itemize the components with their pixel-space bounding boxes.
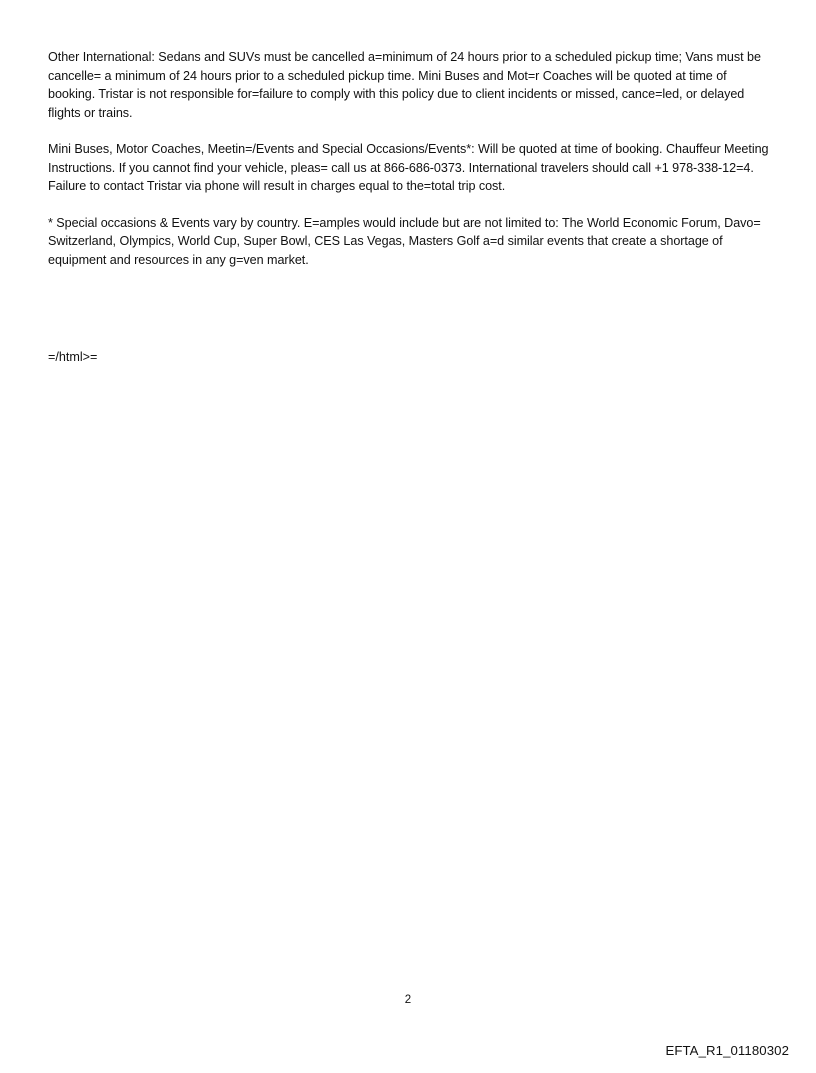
html-closing-tag-artifact: =/html>= xyxy=(48,350,98,364)
page-number: 2 xyxy=(404,994,412,1006)
paragraph-quotes-and-contact: Mini Buses, Motor Coaches, Meetin=/Events and Special Occasions/Events*: Will be quoted at time of booking. Chauffeur Meeting Instructions. If you cannot find your vehicle, pleas= call us at 866-686-0373. International travelers should call +1 978-338-12=4. Failure to contact Tristar via phone will result in charges equal to the=total trip cost. xyxy=(48,142,769,193)
paragraph-special-occasions-note: * Special occasions & Events vary by country. E=amples would include but are not limited to: The World Economic Forum, Davo= Switzerland, Olympics, World Cup, Super Bowl, CES Las Vegas, Masters Golf a=d similar events that create a shortage of equipment and resources in any g=ven market. xyxy=(48,215,761,267)
document-body xyxy=(48,48,772,287)
document-id-stamp: EFTA_R1_01180302 xyxy=(665,1043,789,1058)
paragraph-cancellation-policy: Other International: Sedans and SUVs must be cancelled a=minimum of 24 hours prior to a scheduled pickup time; Vans must be cancelle= a minimum of 24 hours prior to a scheduled pickup time. Mini Buses and Mot=r Coaches will be quoted at time of booking. Tristar is not responsible for=failure to comply with this policy due to client incidents or missed, cance=led, or delayed flights or trains. xyxy=(48,50,761,120)
